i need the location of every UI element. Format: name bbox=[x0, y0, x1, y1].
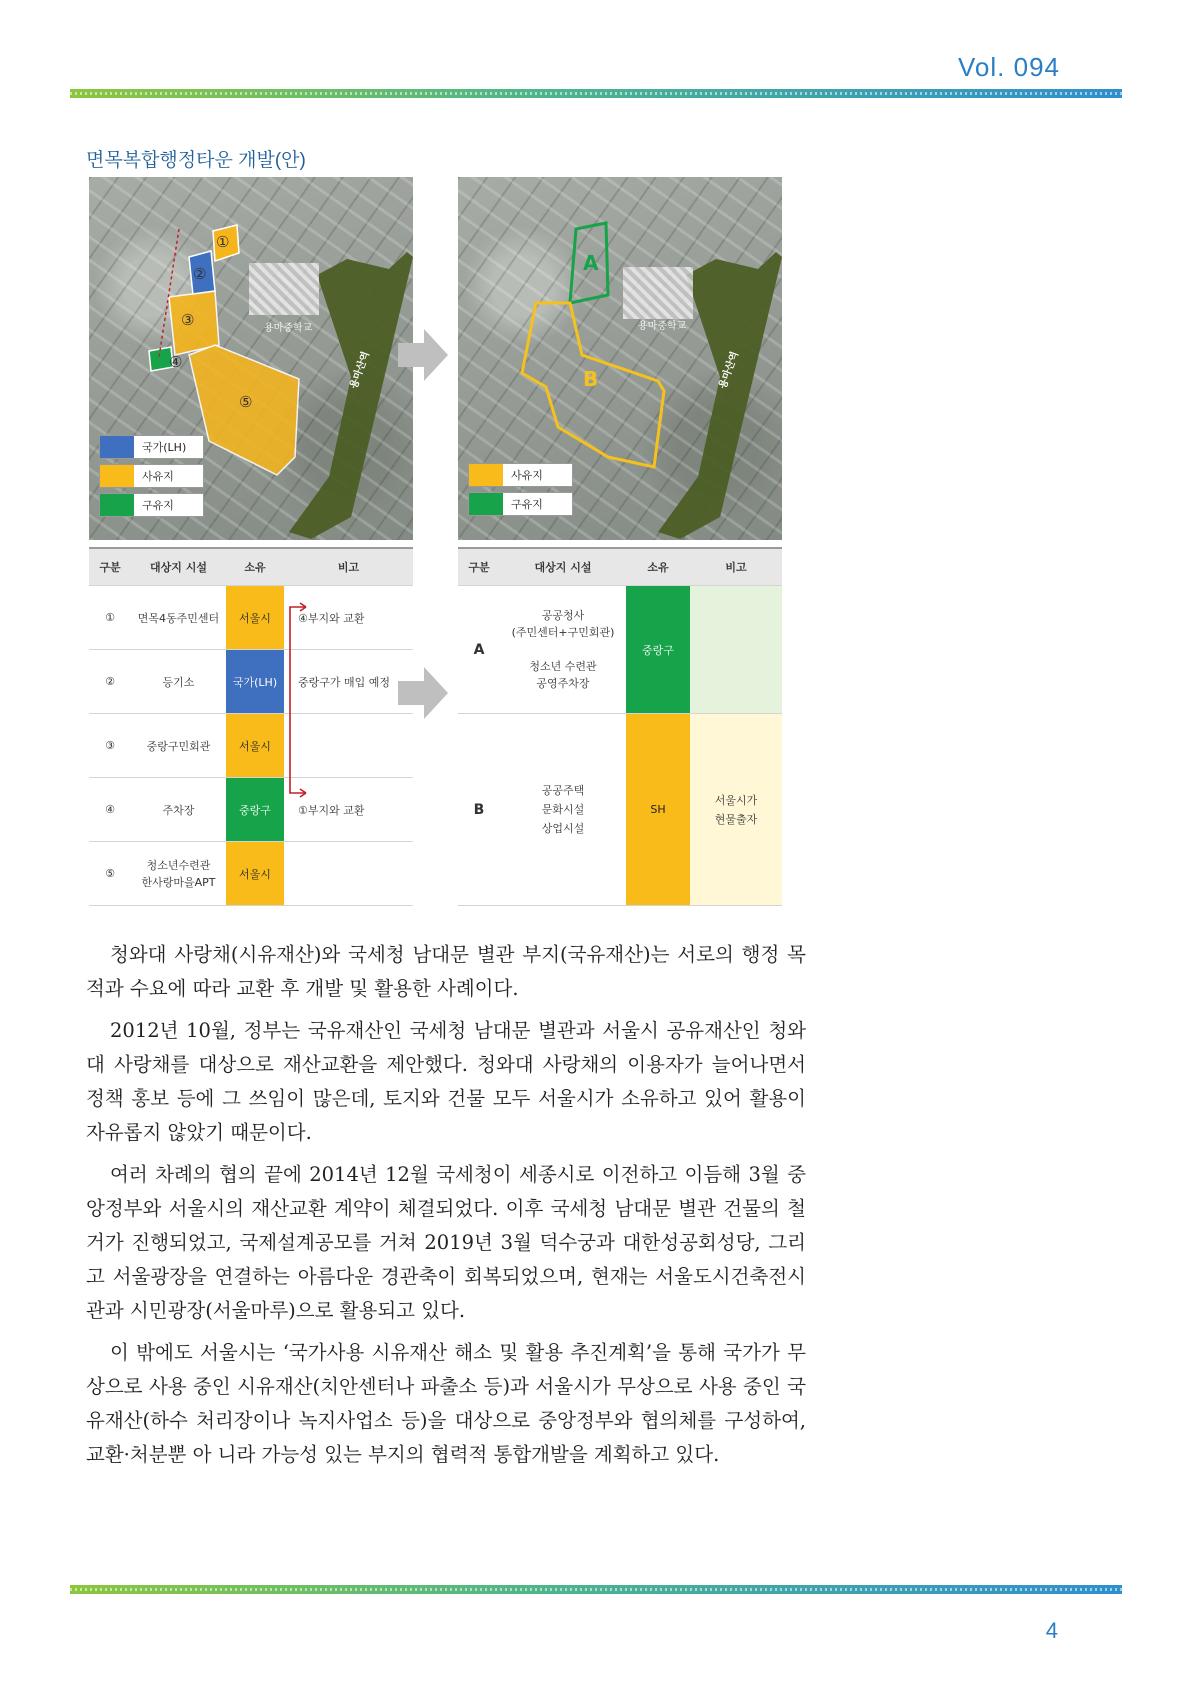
figure bbox=[89, 177, 791, 912]
row-owner: 서울시 bbox=[226, 586, 284, 650]
table-header: 대상지 시설 bbox=[500, 548, 626, 586]
legend-label: 구유지 bbox=[511, 498, 543, 511]
row-facility: 공공주택 문화시설 상업시설 bbox=[500, 714, 626, 906]
parcel-label-2: ② bbox=[193, 265, 207, 283]
row-note bbox=[284, 842, 413, 906]
table-header: 소유 bbox=[626, 548, 690, 586]
row-facility: 등기소 bbox=[131, 650, 226, 714]
table-header-row bbox=[458, 548, 782, 586]
parcel-label-1: ① bbox=[216, 233, 230, 251]
school-label: 용마중학교 bbox=[264, 323, 313, 334]
map-legend bbox=[468, 463, 573, 521]
legend-label: 구유지 bbox=[142, 499, 174, 512]
legend-swatch bbox=[469, 493, 503, 515]
legend-item bbox=[99, 435, 204, 459]
station-label: 용마산역 bbox=[348, 350, 372, 391]
zone-label-a: A bbox=[583, 251, 599, 275]
legend-swatch bbox=[100, 436, 134, 458]
legend-label: 사유지 bbox=[142, 470, 174, 483]
legend-item bbox=[99, 493, 204, 517]
table-row bbox=[458, 586, 782, 714]
parcel-label-5: ⑤ bbox=[239, 393, 253, 411]
row-number: ④ bbox=[89, 778, 131, 842]
row-facility: 면목4동주민센터 bbox=[131, 586, 226, 650]
station-label: 용마산역 bbox=[717, 350, 741, 391]
exchange-bracket bbox=[284, 597, 314, 817]
transition-arrow-icon bbox=[424, 667, 448, 719]
row-owner: 서울시 bbox=[226, 842, 284, 906]
map-legend bbox=[99, 435, 204, 522]
header-rule bbox=[70, 89, 1122, 98]
paragraph: 2012년 10월, 정부는 국유재산인 국세청 남대문 별관과 서울시 공유재산인 청와대 사랑채를 대상으로 재산교환을 제안했다. 청와대 사랑채의 이용자가 늘어나면서 정책 홍보 등에 그 쓰임이 많은데, 토지와 건물 모두 서울시가 소유하고 있어 활용이 자유롭지 않았기 때문이다. bbox=[86, 1019, 806, 1144]
legend-label: 사유지 bbox=[511, 469, 543, 482]
table-header: 소유 bbox=[226, 548, 284, 586]
row-owner: 중랑구 bbox=[226, 778, 284, 842]
row-facility: 청소년수련관 한사랑마을APT bbox=[131, 842, 226, 906]
school-building bbox=[249, 263, 319, 315]
paragraph: 이 밖에도 서울시는 ‘국가사용 시유재산 해소 및 활용 추진계획’을 통해 국가가 무상으로 사용 중인 시유재산(치안센터나 파출소 등)과 서울시가 무상으로 사용 중인 국유재산(하수 처리장이나 녹지사업소 등)을 대상으로 중앙정부와 협의체를 구성하여, 교환·처분뿐 아 니라 가능성 있는 부지의 협력적 통합개발을 계획하고 있다. bbox=[86, 1341, 806, 1466]
row-owner: 서울시 bbox=[226, 714, 284, 778]
row-zone: A bbox=[458, 586, 500, 714]
row-owner: 중랑구 bbox=[626, 586, 690, 714]
footer-rule bbox=[70, 1585, 1122, 1594]
table-row bbox=[89, 714, 413, 778]
row-note: 서울시가 현물출자 bbox=[690, 714, 782, 906]
table-row bbox=[89, 586, 413, 650]
table-row bbox=[89, 842, 413, 906]
zone-table bbox=[458, 547, 782, 906]
figure-title: 면목복합행정타운 개발(안) bbox=[86, 150, 306, 171]
page-number: 4 bbox=[1045, 1618, 1058, 1643]
row-number: ② bbox=[89, 650, 131, 714]
parcel-label-3: ③ bbox=[181, 311, 195, 329]
zone-label-b: B bbox=[583, 367, 599, 391]
row-note: ④부지와 교환 bbox=[284, 586, 413, 650]
table-header: 대상지 시설 bbox=[131, 548, 226, 586]
row-owner: 국가(LH) bbox=[226, 650, 284, 714]
legend-label: 국가(LH) bbox=[142, 441, 187, 454]
paragraph: 청와대 사랑채(시유재산)와 국세청 남대문 별관 부지(국유재산)는 서로의 행정 목적과 수요에 따라 교환 후 개발 및 활용한 사례이다. bbox=[86, 943, 806, 1000]
table-row bbox=[458, 714, 782, 906]
school-building bbox=[623, 267, 693, 319]
legend-swatch bbox=[469, 464, 503, 486]
legend-item bbox=[99, 464, 204, 488]
table-header: 비고 bbox=[690, 548, 782, 586]
legend-swatch bbox=[100, 494, 134, 516]
aerial-map-before bbox=[89, 177, 413, 540]
row-facility: 중랑구민회관 bbox=[131, 714, 226, 778]
table-header-row bbox=[89, 548, 413, 586]
parcel-table bbox=[89, 547, 413, 906]
table-header: 비고 bbox=[284, 548, 413, 586]
article-body bbox=[86, 938, 806, 1480]
row-note: ①부지와 교환 bbox=[284, 778, 413, 842]
paragraph: 여러 차례의 협의 끝에 2014년 12월 국세청이 세종시로 이전하고 이듬해 3월 중앙정부와 서울시의 재산교환 계약이 체결되었다. 이후 국세청 남대문 별관 건물의 철거가 진행되었고, 국제설계공모를 거쳐 2019년 3월 덕수궁과 대한성공회성당, 그리고 서울광장을 연결하는 아름다운 경관축이 회복되었으며, 현재는 서울도시건축전시관과 시민광장(서울마루)으로 활용되고 있다. bbox=[86, 1163, 806, 1322]
parcel-label-4: ④ bbox=[169, 353, 183, 371]
transition-arrow-icon bbox=[424, 329, 448, 381]
row-note bbox=[690, 586, 782, 714]
table-header: 구분 bbox=[89, 548, 131, 586]
legend-item bbox=[468, 463, 573, 487]
row-number: ① bbox=[89, 586, 131, 650]
volume-label: Vol. 094 bbox=[958, 52, 1060, 82]
legend-swatch bbox=[100, 465, 134, 487]
aerial-map-after bbox=[458, 177, 782, 540]
school-label: 용마중학교 bbox=[638, 321, 687, 332]
table-row bbox=[89, 778, 413, 842]
row-owner: SH bbox=[626, 714, 690, 906]
legend-item bbox=[468, 492, 573, 516]
row-number: ⑤ bbox=[89, 842, 131, 906]
row-zone: B bbox=[458, 714, 500, 906]
table-row bbox=[89, 650, 413, 714]
row-facility: 주차장 bbox=[131, 778, 226, 842]
table-header: 구분 bbox=[458, 548, 500, 586]
row-note: 중랑구가 매입 예정 bbox=[284, 650, 413, 714]
row-number: ③ bbox=[89, 714, 131, 778]
row-facility: 공공청사 (주민센터+구민회관) 청소년 수련관 공영주차장 bbox=[500, 586, 626, 714]
